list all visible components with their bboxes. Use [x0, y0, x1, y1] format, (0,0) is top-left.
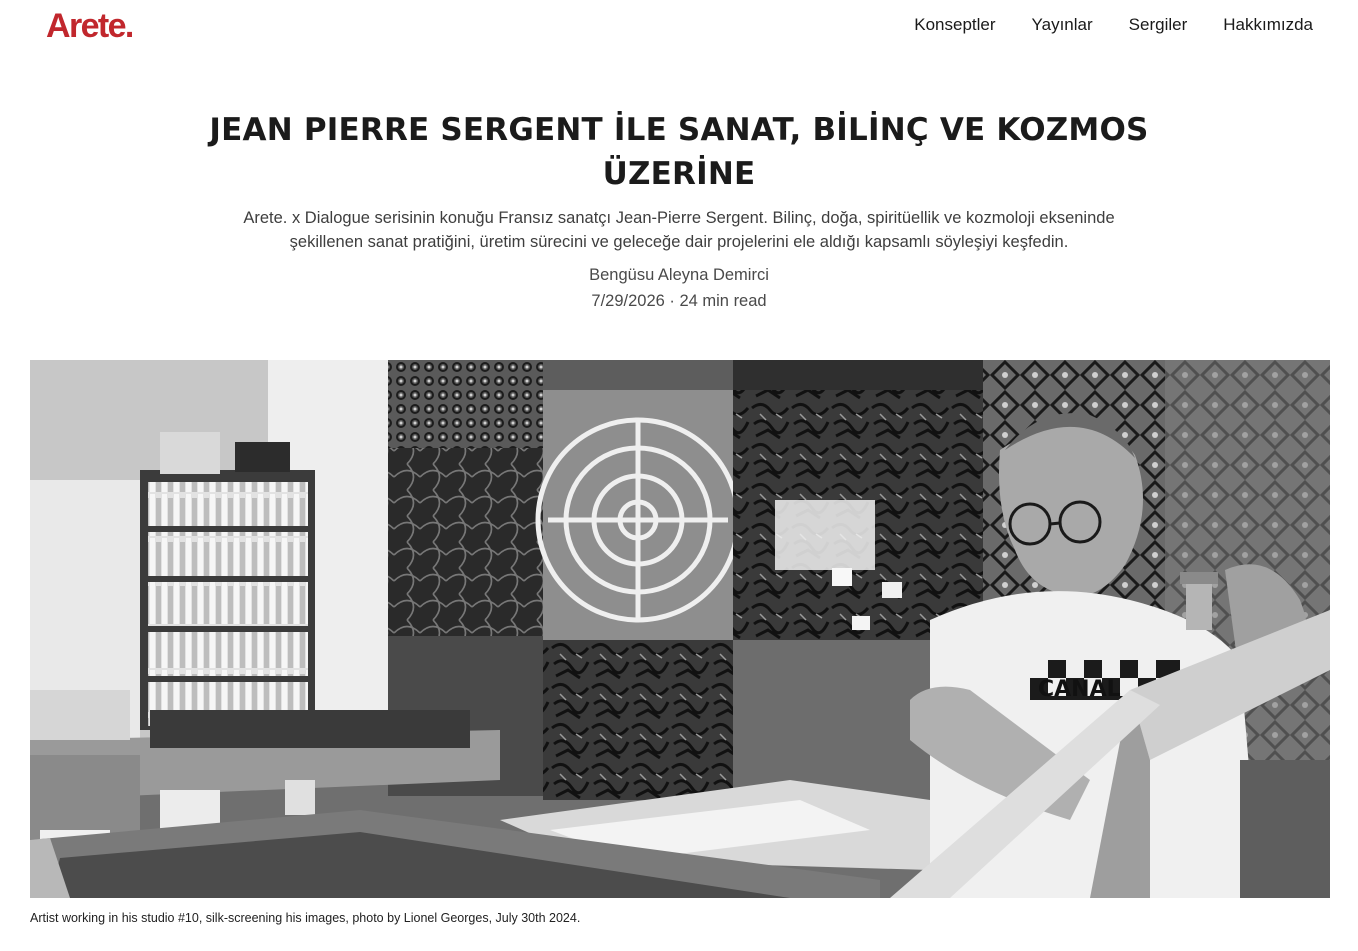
nav-item-hakkimizda[interactable]: Hakkımızda [1223, 15, 1313, 34]
article-author[interactable]: Bengüsu Aleyna Demirci [589, 266, 769, 284]
article-subtitle: Arete. x Dialogue serisinin konuğu Fransız sanatçı Jean-Pierre Sergent. Bilinç, doğa, spiritüellik ve kozmoloji ekseninde şekillenen sanat pratiğini, üretim sürecini ve geleceğe dair projelerini ele aldığı kapsamlı söyleşiyi keşfedin. [243, 209, 1115, 251]
hero-photo-illustration [30, 360, 1330, 898]
article-meta: 7/29/2026 · 24 min read [591, 292, 767, 310]
nav-item-sergiler[interactable]: Sergiler [1128, 15, 1188, 34]
hero-caption: Artist working in his studio #10, silk-screening his images, photo by Lionel Georges, July 30th 2024. [30, 911, 581, 925]
nav-item-konseptler[interactable]: Konseptler [914, 15, 996, 34]
site-header [0, 0, 1358, 52]
site-logo[interactable]: Arete. [46, 7, 133, 45]
hero-image [30, 360, 1330, 898]
shirt-text: CANAL [1038, 677, 1121, 702]
nav-item-yayinlar[interactable]: Yayınlar [1031, 15, 1093, 34]
main-nav [914, 14, 1313, 36]
article-title: JEAN PIERRE SERGENT İLE SANAT, BİLİNÇ VE KOZMOS ÜZERİNE [209, 112, 1149, 192]
